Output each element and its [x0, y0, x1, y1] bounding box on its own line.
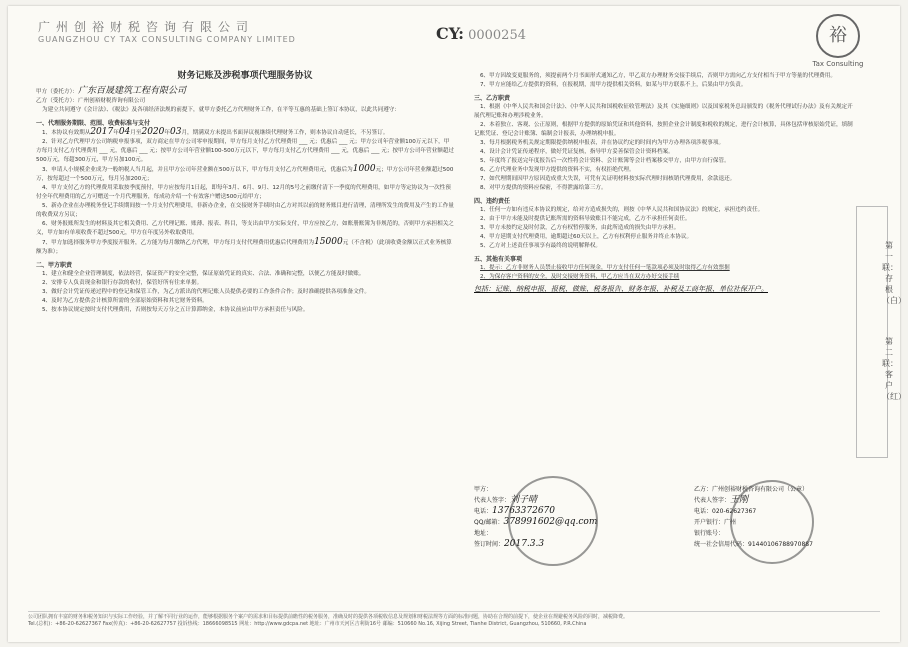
company-name-cn: 广州创裕财税咨询有限公司	[38, 20, 255, 34]
clause-4-5: 5、乙方对上述责任事项享有最终的说明解释权。	[480, 243, 602, 249]
serial-value: 0000254	[468, 28, 526, 43]
sig-b-credit-code: 统一社会信用代码：91440106788970887	[694, 541, 813, 548]
clause-4-3: 3、甲方未按约定及时付款，乙方有权暂停服务，由此所造成的损失由甲方承担。	[480, 225, 680, 231]
clause-3-4: 4、设计会计凭证传递程序，做好凭证复核，指导甲方妥善保管会计资料档案。	[480, 149, 674, 155]
clause-3-5: 5、年度终了报送完年度报告后一次性将会计资料、会计账簿等会计档案移交甲方，由甲方自行保管。	[480, 158, 730, 164]
clause-2-3: 3、做好会计凭证传递过程中的登记和保管工作，为乙方派出的代理记账人员提供必要的工作条件合作；及时准确提供各项准备文件。	[42, 289, 370, 295]
company-logo	[798, 14, 878, 68]
clause-4-1: 1、任何一方如有违反本协议的规定，给对方造成损失的，则按《中华人民共和国协议法》的规定，承担违约责任。	[480, 207, 764, 213]
section-3-title: 三、乙方职责	[474, 95, 511, 102]
party-b-seal	[730, 480, 814, 564]
sig-b-signature: 王刚	[730, 495, 749, 505]
clause-5-2: 2、为保存客户资料的安全，及时交接财务资料，甲乙方应当在双方办好交接手续	[480, 274, 680, 280]
handwritten-services: 包括：记账、纳税申报、报税、做账、税务报告、财务年报、补税及工商年报、单位社保开户。	[474, 285, 768, 293]
clause-1-7-text: 7、甲方加选择服务甲方季度报开服务，乙方能为每月缴纳乙方代理，甲方每月支付代理费用优惠后代理费用为	[42, 240, 315, 246]
footer-contact: Tel.(总机)：+86-20-62627367 Fax(传真)：+86-20-62627757 投诉热线：18666098515 网址：http://www.gdcpa.net 地址：广州市天河区吉利街16号 邮编：510660 No.16, Xijing Street, Tianhe District, Guangzhou, 510660, P.R.China	[28, 621, 587, 627]
clause-2-4: 4、及时为乙方提供会计核算所需的全部原始资料和其它财务资料。	[42, 298, 208, 304]
sig-b-label: 乙方：广州创裕财税咨询有限公司（公章）	[694, 486, 809, 493]
cy-label: CY:	[436, 24, 465, 43]
company-name-en: GUANGZHOU CY TAX CONSULTING COMPANY LIMITED	[38, 35, 296, 44]
sig-a-phone-label: 电话：	[474, 508, 493, 515]
sig-a-rep-label: 代表人签字：	[474, 497, 511, 504]
footer-disclaimer: 公司团队拥有丰富的财务和税务知识与实际工作经验，并了解不同行业的运作，能够根据服务个案户的需求和目标提供前瞻性的税务服务，准确及时的提供各项税收信息及规划和财税法规等方面的标准问题，协助在合规的前提下，使企业在规避税务风险的同时，减税降费。	[28, 614, 629, 620]
clause-1-5: 5、新办企业在办理税务登记手续期间按一个月支付代理费用，非新办企业，在交接财务手续时由乙方对其以前的财务账目进行清理，清理所发生的费用及产生的工作量的收费双方另议；	[36, 203, 454, 218]
party-a-label: 甲方（委托方）：	[36, 89, 78, 95]
year-label: 年	[113, 130, 119, 136]
clause-1-1-end: 月，期满双方未提出书面异议视继续代理财务工作，则本协议自动延长，不另签订。	[181, 130, 389, 136]
section-5-title: 五、其他有关事项	[474, 256, 523, 263]
side-label-first: 第一联：存根（白）	[882, 241, 906, 305]
party-a-line	[36, 87, 454, 97]
clause-3-1: 1、根据《中华人民共和国会计法》、《中华人民共和国税收征收管理法》及其《实施细则》以及国家税务总局颁发的《税务代理试行办法》及有关规定开展代理记账和办理涉税业务。	[474, 104, 853, 119]
clause-2-7: 7、甲方应能给乙方提供的资料，在报税期，需甲方提供相关资料，如某与甲方联系不上，后果由甲方负责。	[480, 82, 747, 88]
page-footer	[28, 611, 880, 628]
clause-1-1	[36, 128, 454, 138]
clause-2-2: 2、安排专人负责现金和银行存款的收付，保管好所有往来单据。	[42, 280, 203, 286]
annual-fee: 15000	[314, 237, 343, 247]
clause-4-2: 2、由于甲方未能及时提供记账所需的资料导致账目不能完成，乙方不承担任何责任。	[480, 216, 691, 222]
start-year: 2017	[90, 127, 114, 137]
intro-paragraph: 为建立共同遵守《会计法》、《税法》及各项经济法规的前提下，就甲方委托乙方代理财务工作，在平等互惠的基础上签订本协议，以此共同遵守：	[42, 107, 400, 113]
start-month: 04	[118, 127, 131, 137]
clause-3-8: 8、对甲方提供的资料应保密，不得泄露给第三方。	[480, 185, 607, 191]
fee-amount: 1000	[352, 164, 376, 174]
document-title: 财务记账及涉税事项代理服务协议	[177, 71, 313, 81]
clause-2-5: 5、按本协议规定按时支付代理费用，否则按每天万分之五计算滞纳金，本协议前应由甲方承担责任与风险。	[42, 307, 309, 313]
sig-b-phone: 电话：020-62627367	[694, 508, 757, 515]
logo-mark: 裕	[816, 14, 860, 58]
clause-3-7: 7、如代理期间因甲方原因造成重大失误，可凭有关证明材料按实际代理时间核销代理费用，余款退还。	[480, 176, 736, 182]
clause-3-2: 2、本着独立、客观、公正原则，根据甲方提供的原始凭证和其他资料，按照企业会计制度和税收的规定，进行会计核算，具体包括审核原始凭证，填制记账凭证、登记会计账簿、编制会计报表，办理纳税申报。	[474, 122, 853, 137]
clause-3-3: 3、每月根据税务机关规定期限提供纳税申报表，并在协议约定的时间内为甲方办理各项涉税事项。	[480, 140, 725, 146]
party-a-seal	[508, 476, 598, 566]
sig-b-bank: 开户银行：广州	[694, 519, 737, 526]
clause-2-1: 1、建立和健全企业管理制度，依法经营，保证资产的安全完整，保证原始凭证的真实、合法、准确和完整，以便乙方能及时做账。	[42, 271, 365, 277]
sig-a-qq-value: 378991602@qq.com	[503, 517, 598, 527]
clause-1-6: 6、财务报账所发生的材料及其它相关费用、乙方代理记账、账薄、报表、科目，等支出由甲方实际支付，甲方应按乙方，如账册账簿为非规范的，否则甲方承担相关之义，甲方如有单项收费不超过500元，甲方在年度另外收取费用。	[36, 221, 454, 236]
left-column	[36, 72, 454, 315]
clause-1-3-text: 3、申请人小规模企业成为一般纳税人当月起，并且甲方公司年营业额在500万以下，甲方每月支付乙方代理费用元，优惠后为	[42, 167, 353, 173]
logo-caption: Tax Consulting	[812, 60, 864, 68]
sig-a-date-label: 签订时间：	[474, 541, 505, 548]
sig-a-label: 甲方：	[474, 486, 493, 493]
month-to-label: 月至	[130, 130, 142, 136]
sig-a-date-value: 2017.3.3	[504, 539, 545, 549]
clause-5-1: 1、提示：乙方非财务人员禁止接收甲方任何现金，甲方支付任何一笔款项必须及时取得乙方有效票据	[480, 265, 730, 271]
section-2-title: 二、甲方职责	[36, 262, 73, 269]
end-month: 03	[170, 127, 182, 137]
serial-number	[436, 24, 526, 43]
clause-1-3-end: 元；甲方公司年营业额超过500万，按每超过一个500万元，每月另加200元；	[36, 167, 454, 182]
clause-1-1-text: 1、本协议有效期从	[42, 130, 91, 136]
year-label-2: 年	[164, 130, 170, 136]
clause-1-4: 4、甲方支付乙方的代理费用采取按季度预付，甲方应按每月1日起，即每年3月、6月、9月、12月的5号之前缴付清下一季度的代理费用，如甲方等定协议为一次性预付全年代理费用的乙方可赠送一个月代理服务，每成功介绍一个有效客户赠送500元给甲方；	[36, 185, 451, 200]
sig-a-signature: 刘子晴	[510, 495, 538, 505]
clause-4-4: 4、甲方延期支付代理费用，逾期超过60天以上，乙方有权利停止服务并终止本协议。	[480, 234, 693, 240]
section-1-title: 一、代理服务期限、范围、收费标准与支付	[36, 120, 151, 127]
end-year: 2020	[141, 127, 165, 137]
party-b-label: 乙方（受托方）：	[36, 98, 78, 104]
clause-2-6: 6、甲方因故变更服务的，须提前两个月书面形式通知乙方，甲乙双方办理财务交接手续后，否则甲方需向乙方支付相当于甲方等量的代理费用。	[480, 73, 836, 79]
right-column	[474, 72, 854, 294]
side-label-second: 第二联：客户（红）	[882, 337, 906, 401]
sig-b-rep-label: 代表人签字：	[694, 497, 731, 504]
sig-a-qq-label: QQ/邮箱：	[474, 519, 504, 526]
sig-b-account: 银行账号：	[694, 530, 725, 537]
section-4-title: 四、违约责任	[474, 198, 511, 205]
clause-1-3	[36, 165, 454, 184]
party-b-line	[36, 97, 454, 106]
party-b-value: 广州创裕财税咨询有限公司	[77, 98, 146, 104]
document-page	[8, 6, 906, 642]
clause-1-7	[36, 238, 454, 257]
clause-1-2: 2、针对乙方代理甲方公司纳税申报事项，双方商定在甲方公司零申报期间，甲方每月支付乙方代理费用 ___ 元；优惠后 ___ 元；甲方公司年营业额100万元以下，甲方每月支付乙方代理费用 ___ 元，优惠后 ___ 元；按甲方公司年营业额100-500万元以下，甲方每月支付乙方代理费用 ___ 元，优惠后 ___ 元；按甲方公司年营业额超过500万元，每超300万元，甲方另加100元。	[36, 139, 454, 163]
sig-a-phone-value: 13763372670	[492, 506, 556, 516]
clause-1-7-end: 元（不含税）（此项收费金额以正式业务核算额为准）；	[36, 240, 452, 255]
clause-3-6: 6、乙方代理业务中发现甲方提供的资料不实，有权拒绝代理。	[480, 167, 635, 173]
sig-a-address-label: 地址：	[474, 530, 493, 537]
party-a-value: 广东百晟建筑工程有限公司	[77, 86, 186, 96]
